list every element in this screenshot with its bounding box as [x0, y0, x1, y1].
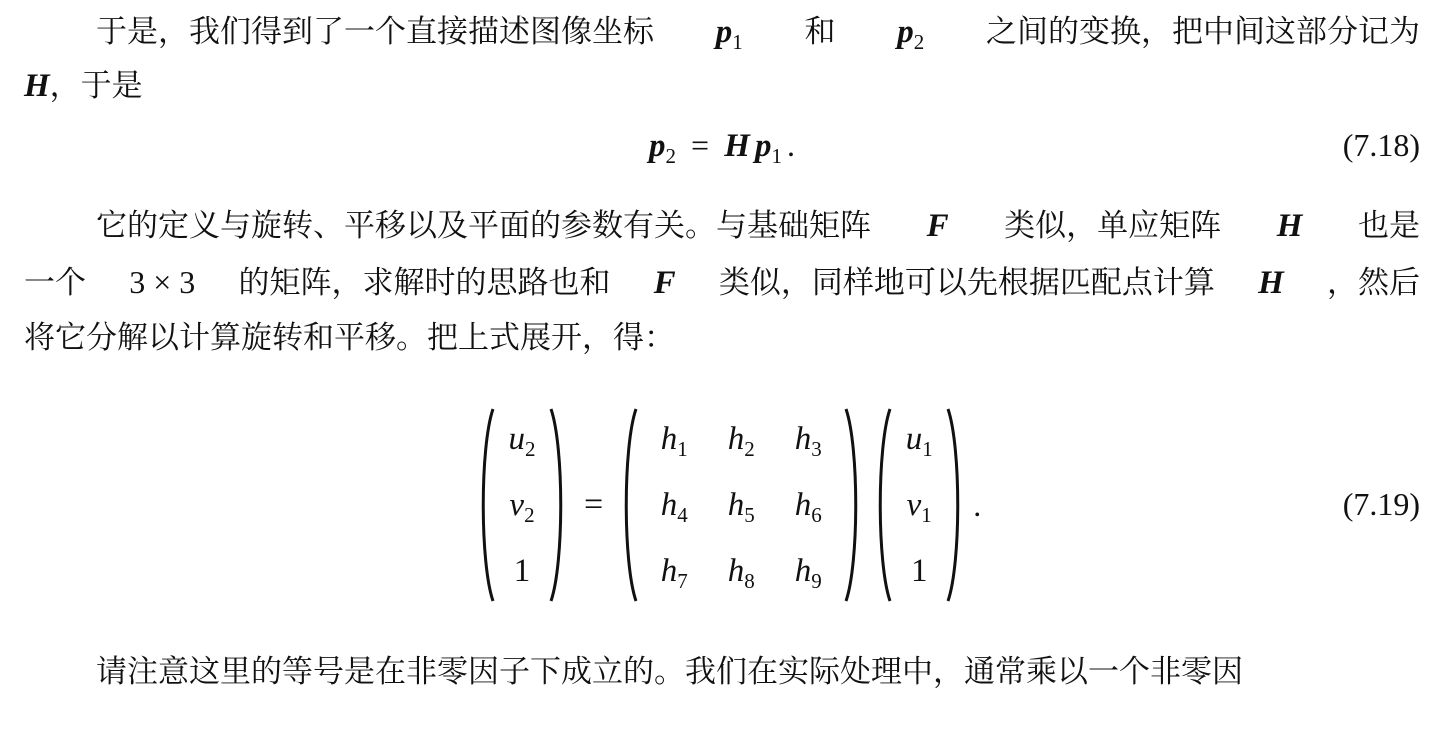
rhs-vector-entry: $u_1$: [905, 420, 933, 461]
text-run: 请注意这里的等号是在非零因子下成立的。我们在实际处理中，通常乘以一个非零因: [96, 654, 1243, 690]
math-3x3: 3 × 3: [129, 264, 196, 300]
text-run: ，然后: [1326, 265, 1420, 301]
period: .: [787, 127, 796, 163]
paragraph-3-line-1: [96, 650, 1420, 694]
paragraph-1-line-1: [96, 10, 1420, 54]
lhs-vector-entry: $v_2$: [509, 486, 535, 527]
homography-matrix: [639, 406, 843, 604]
equation-7-18: [24, 122, 1420, 168]
left-paren: [619, 407, 639, 603]
text-run: 类似，单应矩阵: [1004, 208, 1222, 244]
matrix-entry: $h_1$: [660, 420, 688, 461]
text-run: 的矩阵，求解时的思路也和: [238, 265, 611, 301]
matrix-entry: $h_8$: [727, 552, 755, 593]
right-paren: [548, 407, 568, 603]
text-run: 将它分解以计算旋转和平移。把上式展开，得：: [24, 320, 675, 356]
left-paren: [476, 407, 496, 603]
equation-7-18-body: [24, 122, 1420, 174]
math-p1: $p_1$: [754, 128, 782, 168]
math-p2: $p_2$: [897, 14, 925, 54]
matrix-entry: $h_2$: [727, 420, 755, 461]
paragraph-2-line-2: [24, 260, 1420, 304]
lhs-vector-entry: 1: [513, 552, 531, 589]
text-run: 之间的变换，把中间这部分记为: [986, 14, 1420, 50]
matrix-entry: $h_6$: [794, 486, 822, 527]
math-F: F: [653, 265, 676, 301]
text-run: 它的定义与旋转、平移以及平面的参数有关。与基础矩阵: [96, 208, 871, 244]
period: .: [973, 486, 982, 523]
math-H: H: [1258, 265, 1284, 301]
equals-sign: =: [691, 127, 710, 163]
equation-number-7-18: (7.18): [1342, 127, 1420, 163]
matrix-entry: $h_9$: [794, 552, 822, 593]
math-H: H: [1276, 208, 1303, 244]
text-run: 和: [804, 14, 836, 50]
math-p1: $p_1$: [715, 14, 743, 54]
text-run: 类似，同样地可以先根据匹配点计算: [718, 265, 1215, 301]
equation-7-19: [476, 404, 981, 606]
lhs-vector-entry: $u_2$: [508, 420, 536, 461]
math-F: F: [926, 208, 949, 244]
rhs-vector-entry: 1: [910, 552, 928, 589]
text-run: 一个: [24, 265, 86, 301]
math-H: H: [24, 68, 50, 104]
right-paren: [945, 407, 965, 603]
equals-sign: =: [584, 486, 604, 523]
rhs-vector-entry: $v_1$: [906, 486, 932, 527]
text-run: ，于是: [49, 68, 143, 104]
matrix-entry: $h_7$: [660, 552, 688, 593]
equation-number-7-19: (7.19): [1342, 486, 1420, 522]
matrix-entry: $h_3$: [794, 420, 822, 461]
paragraph-1-line-2: [24, 64, 1420, 108]
text-run: 也是: [1358, 208, 1420, 244]
text-run: 于是，我们得到了一个直接描述图像坐标: [96, 14, 654, 50]
matrix-entry: $h_5$: [727, 486, 755, 527]
matrix-entry: $h_4$: [660, 486, 688, 527]
paragraph-2-line-1: [96, 204, 1420, 248]
rhs-vector: [893, 406, 945, 604]
math-p2: $p_2$: [648, 128, 676, 168]
math-H: H: [724, 128, 750, 164]
lhs-vector: [496, 406, 548, 604]
right-paren: [843, 407, 863, 603]
paragraph-2-line-3: [24, 316, 1420, 360]
left-paren: [873, 407, 893, 603]
